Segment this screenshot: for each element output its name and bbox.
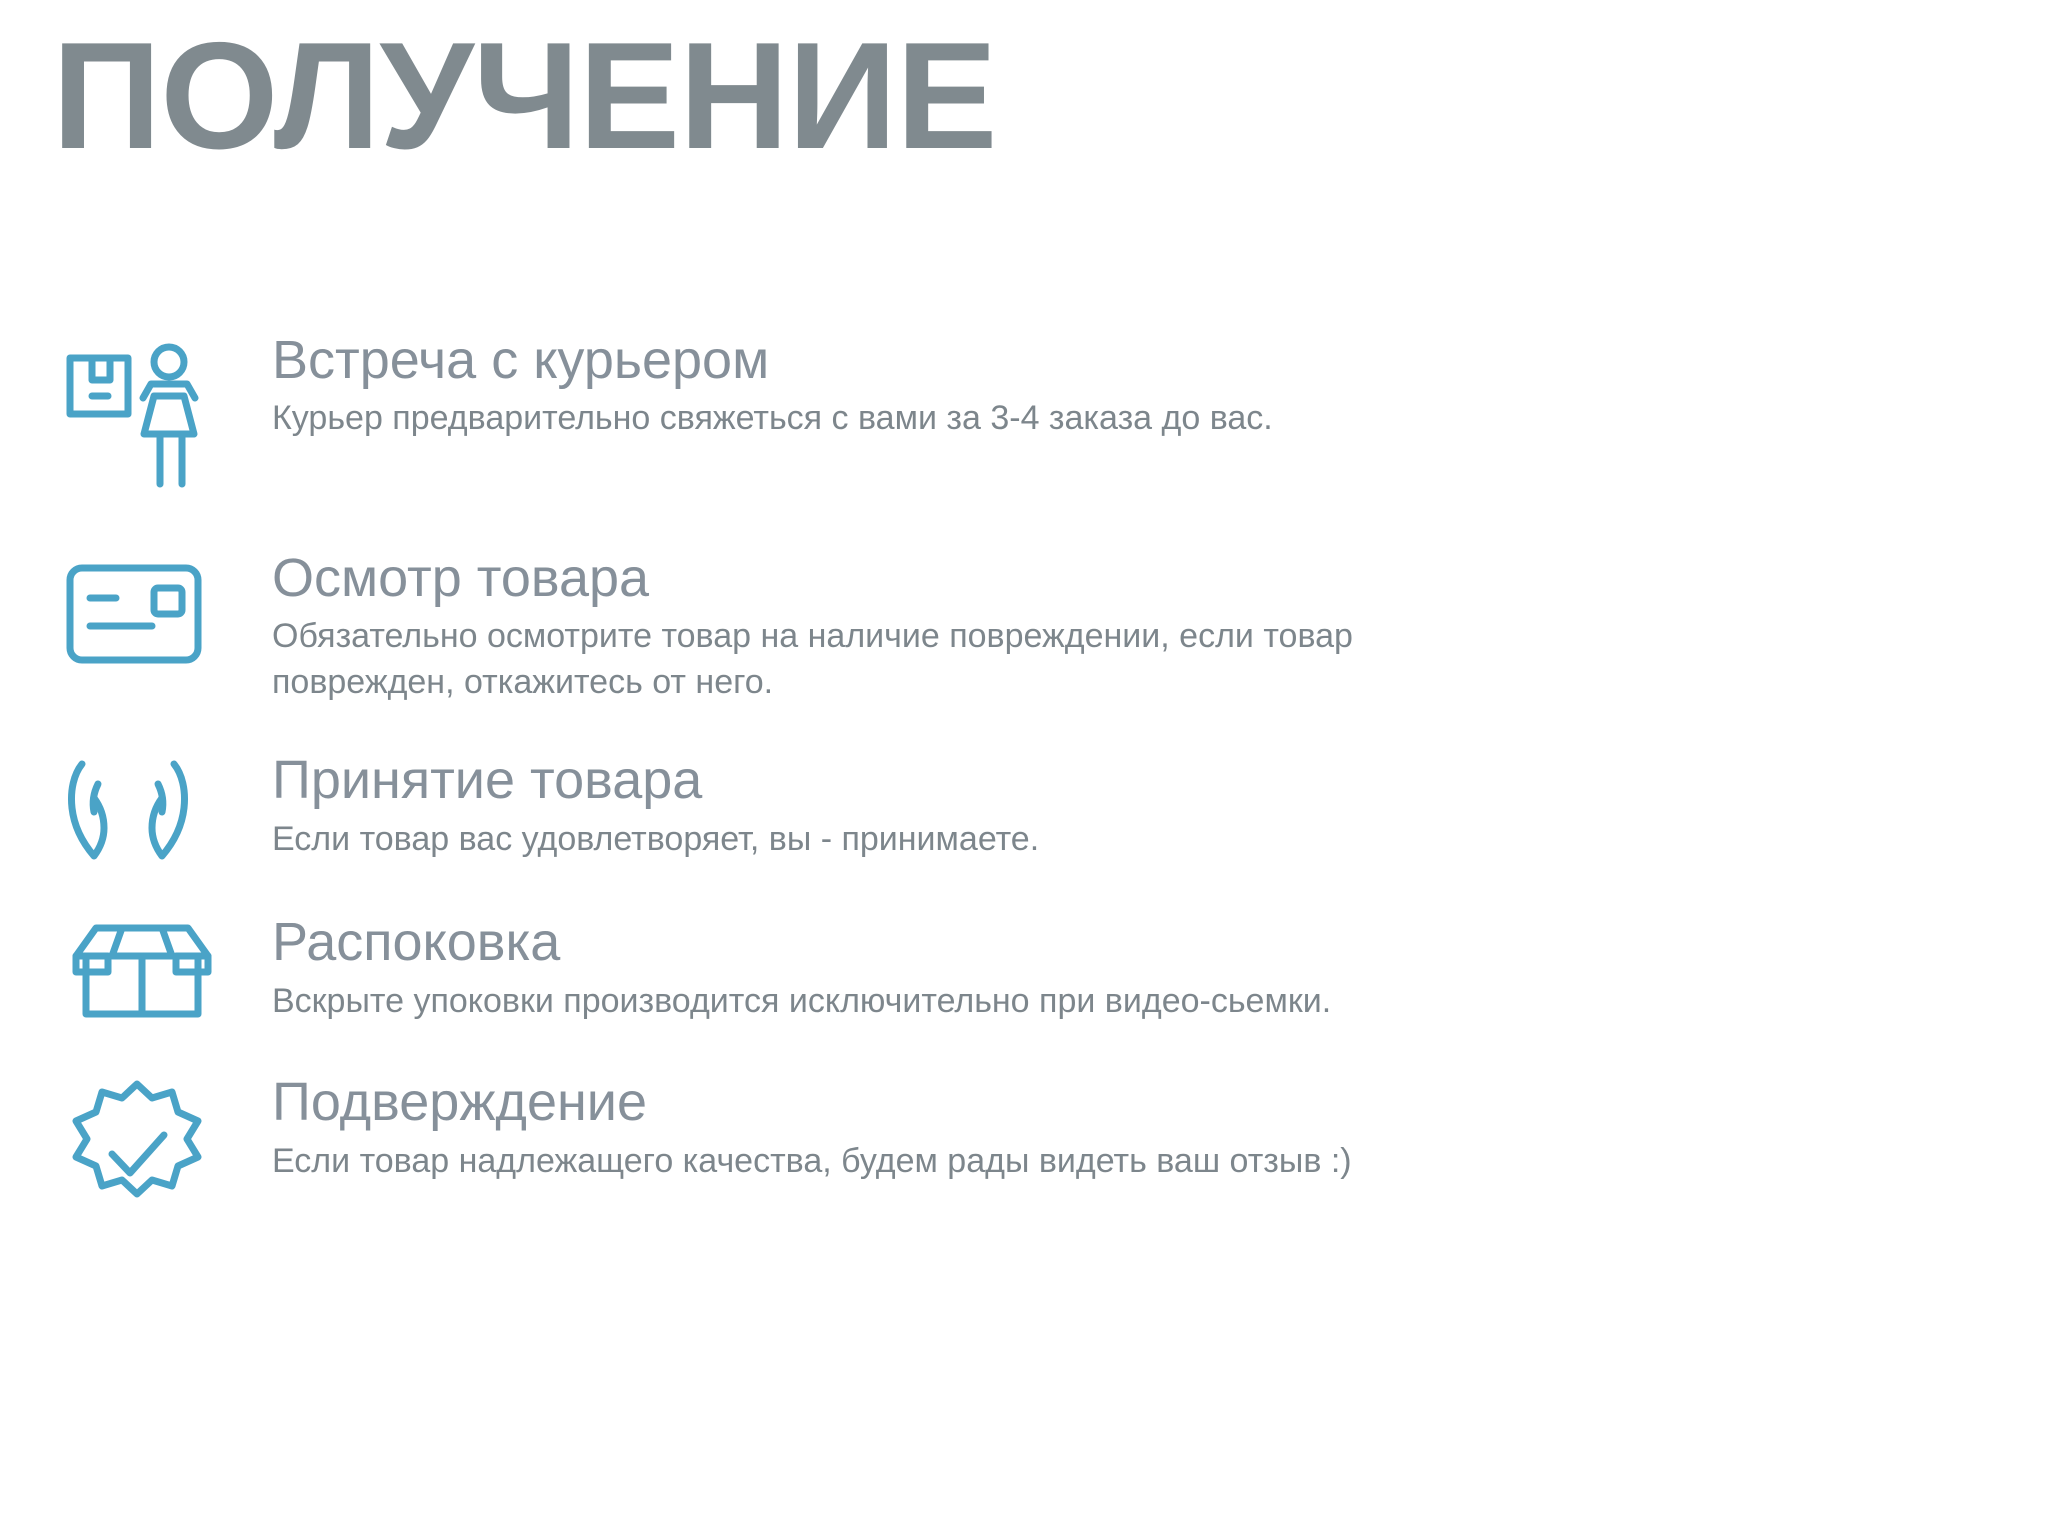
list-item	[0, 912, 2048, 1028]
list-item-text	[272, 330, 2048, 442]
open-box-icon	[62, 912, 272, 1028]
list-item-text	[272, 750, 2048, 862]
list-item-description: Обязательно осмотрите товар на наличие повреждении, если товар поврежден, откажитесь от него.	[272, 617, 1353, 702]
list-item-text	[272, 1072, 2048, 1184]
list-item-description: Курьер предварительно свяжеться с вами за 3-4 заказа до вас.	[272, 399, 1273, 438]
list-item-title: Осмотр товара	[272, 548, 650, 608]
list-item-description: Если товар надлежащего качества, будем рады видеть ваш отзыв :)	[272, 1141, 1352, 1180]
list-item-title: Встреча с курьером	[272, 330, 770, 390]
steps-list	[0, 330, 2048, 1228]
list-item-description: Если товар вас удовлетворяет, вы - принимаете.	[272, 819, 1040, 858]
inspect-card-icon	[62, 548, 272, 674]
list-item-text	[272, 912, 2048, 1024]
courier-delivery-icon	[62, 330, 272, 496]
hands-accept-icon	[62, 750, 272, 866]
list-item	[0, 330, 2048, 496]
list-item-description: Вскрыте упоковки производится исключительно при видео-сьемки.	[272, 981, 1332, 1020]
list-item-title: Распоковка	[272, 912, 561, 973]
list-item-title: Принятие товара	[272, 750, 703, 811]
list-item	[0, 1072, 2048, 1228]
list-item	[0, 548, 2048, 706]
list-item-title: Подверждение	[272, 1072, 647, 1133]
list-item	[0, 750, 2048, 866]
list-item-text	[272, 548, 2048, 706]
page-title: ПОЛУЧЕНИЕ	[52, 11, 997, 181]
check-badge-icon	[62, 1072, 272, 1228]
